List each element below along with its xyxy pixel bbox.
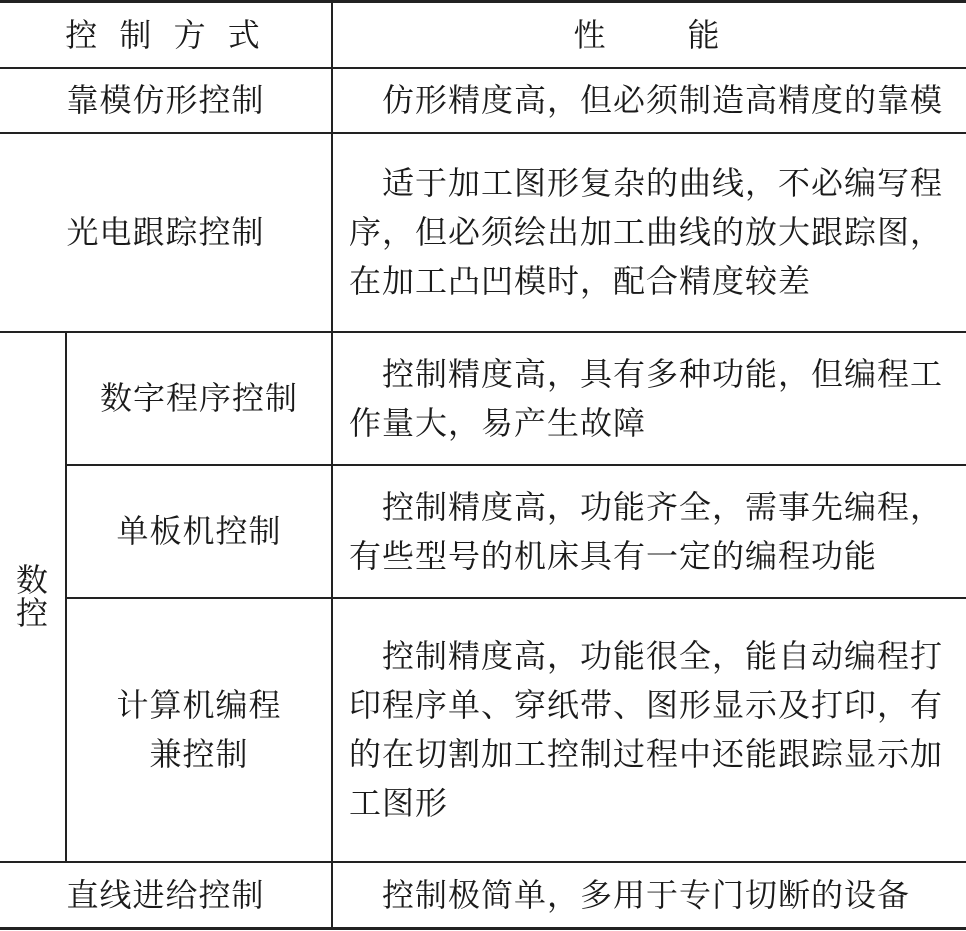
- performance-cell: [333, 333, 966, 464]
- method-label-line: 计算机编程: [116, 686, 282, 724]
- performance-text: 控制精度高，具有多种功能，但编程工作量大，易产生故障: [349, 354, 944, 442]
- header-performance-label: 性 能: [573, 15, 726, 54]
- header-cell-method: [0, 3, 331, 67]
- performance-cell: [333, 599, 966, 861]
- performance-text: 控制精度高，功能齐全，需事先编程，有些型号的机床具有一定的编程功能: [349, 487, 944, 575]
- group-label: 数控: [15, 561, 49, 632]
- performance-text: 仿形精度高，但必须制造高精度的靠模: [382, 81, 944, 119]
- method-label: [116, 681, 281, 779]
- method-cell: [67, 333, 331, 464]
- performance-text: 适于加工图形复杂的曲线，不必编写程序，但必须绘出加工曲线的放大跟踪图，在加工凸凹模时，配合精度较差: [349, 164, 944, 300]
- method-cell: [0, 134, 331, 331]
- performance-cell: [333, 863, 966, 927]
- method-label: 直线进给控制: [66, 875, 265, 914]
- performance-text: 控制精度高，功能很全，能自动编程打印程序单、穿纸带、图形显示及打印，有的在切割加工控制过程中还能跟踪显示加工图形: [349, 637, 944, 822]
- method-cell: [67, 599, 331, 861]
- method-cell: [0, 69, 331, 132]
- group-label-cell: [0, 333, 65, 861]
- performance-cell: [333, 69, 966, 132]
- header-cell-performance: [333, 3, 966, 67]
- method-label: 数字程序控制: [99, 379, 298, 417]
- method-cell: [0, 863, 331, 927]
- header-method-label: 控 制 方 式: [65, 15, 266, 54]
- table-bottom-rule: [0, 927, 966, 930]
- method-label: 光电跟踪控制: [66, 213, 265, 251]
- performance-cell: [333, 134, 966, 331]
- method-label: 单板机控制: [116, 512, 282, 550]
- method-label-line: 兼控制: [149, 735, 249, 773]
- method-cell: [67, 466, 331, 597]
- performance-cell: [333, 466, 966, 597]
- method-label: 靠模仿形控制: [66, 81, 265, 119]
- performance-text: 控制极简单，多用于专门切断的设备: [382, 875, 911, 914]
